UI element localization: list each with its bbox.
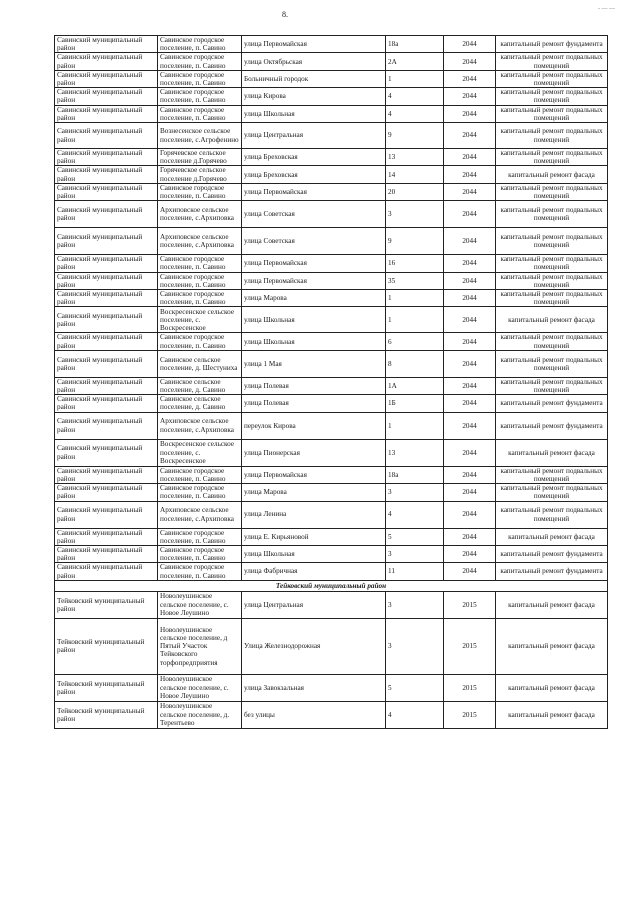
section-title: Тейковский муниципальный район [55, 580, 608, 591]
street-cell: улица Первомайская [242, 272, 386, 289]
settlement-cell: Савинское городское поселение, п. Савино [158, 545, 242, 562]
work-type-cell: капитальный ремонт подвальных помещений [496, 201, 608, 228]
settlement-cell: Савинское сельское поселение, д. Савино [158, 395, 242, 412]
work-type-cell: капитальный ремонт фасада [496, 528, 608, 545]
district-cell: Савинский муниципальный район [55, 501, 158, 528]
district-cell: Савинский муниципальный район [55, 228, 158, 255]
house-number-cell: 16 [386, 255, 444, 272]
work-type-cell: капитальный ремонт подвальных помещений [496, 255, 608, 272]
year-cell: 2044 [444, 166, 496, 183]
street-cell: улица Пионерская [242, 439, 386, 466]
settlement-cell: Горячевское сельское поселение д.Горячево [158, 149, 242, 166]
year-cell: 2044 [444, 228, 496, 255]
house-number-cell: 3 [386, 484, 444, 501]
house-number-cell: 9 [386, 228, 444, 255]
savinsky-row [55, 255, 608, 272]
street-cell: улица Центральная [242, 591, 386, 618]
district-cell: Савинский муниципальный район [55, 53, 158, 70]
street-cell: улица Марова [242, 484, 386, 501]
district-cell: Савинский муниципальный район [55, 466, 158, 483]
street-cell: улица Марова [242, 290, 386, 307]
street-cell: улица Школьная [242, 545, 386, 562]
settlement-cell: Савинское городское поселение, п. Савино [158, 36, 242, 53]
street-cell: улица Октябрьская [242, 53, 386, 70]
work-type-cell: капитальный ремонт подвальных помещений [496, 290, 608, 307]
work-type-cell: капитальный ремонт подвальных помещений [496, 377, 608, 394]
savinsky-row [55, 272, 608, 289]
street-cell: улица Центральная [242, 123, 386, 149]
savinsky-row [55, 484, 608, 501]
settlement-cell: Савинское городское поселение, п. Савино [158, 70, 242, 87]
settlement-cell: Новолеушинское сельское поселение, с. Новое Леушино [158, 674, 242, 701]
work-type-cell: капитальный ремонт фасада [496, 674, 608, 701]
year-cell: 2044 [444, 201, 496, 228]
district-cell: Савинский муниципальный район [55, 183, 158, 200]
street-cell: улица 1 Мая [242, 350, 386, 377]
street-cell: улица Школьная [242, 333, 386, 350]
street-cell: улица Фабричная [242, 563, 386, 580]
year-cell: 2044 [444, 183, 496, 200]
house-number-cell: 3 [386, 618, 444, 674]
district-cell: Савинский муниципальный район [55, 333, 158, 350]
street-cell: улица Школьная [242, 105, 386, 122]
house-number-cell: 1 [386, 412, 444, 439]
house-number-cell: 20 [386, 183, 444, 200]
district-cell: Савинский муниципальный район [55, 70, 158, 87]
house-number-cell: 18а [386, 466, 444, 483]
street-cell: без улицы [242, 701, 386, 728]
teykovsky-row [55, 701, 608, 728]
year-cell: 2044 [444, 70, 496, 87]
settlement-cell: Новолеушинское сельское поселение, с. Новое Леушино [158, 591, 242, 618]
work-type-cell: капитальный ремонт подвальных помещений [496, 228, 608, 255]
work-type-cell: капитальный ремонт подвальных помещений [496, 123, 608, 149]
savinsky-row [55, 201, 608, 228]
year-cell: 2044 [444, 123, 496, 149]
work-type-cell: капитальный ремонт фасада [496, 439, 608, 466]
year-cell: 2044 [444, 88, 496, 105]
settlement-cell: Савинское сельское поселение, д. Шестуниха [158, 350, 242, 377]
year-cell: 2044 [444, 377, 496, 394]
year-cell: 2044 [444, 149, 496, 166]
district-cell: Савинский муниципальный район [55, 201, 158, 228]
work-type-cell: капитальный ремонт подвальных помещений [496, 484, 608, 501]
year-cell: 2044 [444, 439, 496, 466]
work-type-cell: капитальный ремонт фундамента [496, 412, 608, 439]
savinsky-row [55, 105, 608, 122]
house-number-cell: 1А [386, 377, 444, 394]
work-type-cell: капитальный ремонт подвальных помещений [496, 149, 608, 166]
year-cell: 2015 [444, 618, 496, 674]
page-number: 8. [282, 10, 288, 19]
year-cell: 2015 [444, 674, 496, 701]
house-number-cell: 2А [386, 53, 444, 70]
work-type-cell: капитальный ремонт подвальных помещений [496, 183, 608, 200]
savinsky-row [55, 88, 608, 105]
house-number-cell: 35 [386, 272, 444, 289]
work-type-cell: капитальный ремонт подвальных помещений [496, 105, 608, 122]
house-number-cell: 4 [386, 88, 444, 105]
section-header-row [55, 580, 608, 591]
work-type-cell: капитальный ремонт подвальных помещений [496, 466, 608, 483]
house-number-cell: 3 [386, 591, 444, 618]
district-cell: Савинский муниципальный район [55, 290, 158, 307]
house-number-cell: 3 [386, 201, 444, 228]
settlement-cell: Савинское городское поселение, п. Савино [158, 105, 242, 122]
year-cell: 2044 [444, 466, 496, 483]
corner-mark: - — — [598, 6, 615, 12]
district-cell: Савинский муниципальный район [55, 123, 158, 149]
savinsky-row [55, 290, 608, 307]
savinsky-row [55, 183, 608, 200]
work-type-cell: капитальный ремонт фундамента [496, 563, 608, 580]
work-type-cell: капитальный ремонт фасада [496, 591, 608, 618]
district-cell: Савинский муниципальный район [55, 36, 158, 53]
street-cell: переулок Кирова [242, 412, 386, 439]
settlement-cell: Архиповское сельское поселение, с.Архиповка [158, 228, 242, 255]
year-cell: 2044 [444, 272, 496, 289]
house-number-cell: 5 [386, 674, 444, 701]
teykovsky-row [55, 618, 608, 674]
settlement-cell: Савинское сельское поселение, д. Савино [158, 377, 242, 394]
house-number-cell: 11 [386, 563, 444, 580]
year-cell: 2044 [444, 412, 496, 439]
district-cell: Тейковский муниципальный район [55, 701, 158, 728]
settlement-cell: Воскресенское сельское поселение, с. Воскресенское [158, 439, 242, 466]
savinsky-row [55, 563, 608, 580]
district-cell: Савинский муниципальный район [55, 545, 158, 562]
settlement-cell: Савинское городское поселение, п. Савино [158, 88, 242, 105]
savinsky-row [55, 528, 608, 545]
district-cell: Тейковский муниципальный район [55, 591, 158, 618]
work-type-cell: капитальный ремонт фасада [496, 701, 608, 728]
settlement-cell: Савинское городское поселение, п. Савино [158, 333, 242, 350]
district-cell: Савинский муниципальный район [55, 350, 158, 377]
savinsky-row [55, 333, 608, 350]
street-cell: улица Бреховская [242, 149, 386, 166]
teykovsky-row [55, 591, 608, 618]
district-cell: Савинский муниципальный район [55, 528, 158, 545]
settlement-cell: Савинское городское поселение, п. Савино [158, 563, 242, 580]
house-number-cell: 1Б [386, 395, 444, 412]
street-cell: улица Ленина [242, 501, 386, 528]
savinsky-row [55, 36, 608, 53]
repair-register-table [54, 35, 608, 729]
year-cell: 2044 [444, 105, 496, 122]
year-cell: 2044 [444, 501, 496, 528]
street-cell: улица Первомайская [242, 255, 386, 272]
district-cell: Савинский муниципальный район [55, 166, 158, 183]
savinsky-row [55, 466, 608, 483]
year-cell: 2044 [444, 333, 496, 350]
savinsky-row [55, 149, 608, 166]
street-cell: улица Советская [242, 201, 386, 228]
street-cell: улица Советская [242, 228, 386, 255]
year-cell: 2044 [444, 307, 496, 333]
settlement-cell: Воскресенское сельское поселение, с. Воскресенское [158, 307, 242, 333]
house-number-cell: 8 [386, 350, 444, 377]
work-type-cell: капитальный ремонт фундамента [496, 36, 608, 53]
year-cell: 2044 [444, 545, 496, 562]
savinsky-row [55, 412, 608, 439]
house-number-cell: 13 [386, 439, 444, 466]
savinsky-row [55, 350, 608, 377]
work-type-cell: капитальный ремонт подвальных помещений [496, 333, 608, 350]
settlement-cell: Савинское городское поселение, п. Савино [158, 53, 242, 70]
year-cell: 2015 [444, 701, 496, 728]
savinsky-row [55, 228, 608, 255]
work-type-cell: капитальный ремонт фундамента [496, 545, 608, 562]
work-type-cell: капитальный ремонт подвальных помещений [496, 501, 608, 528]
settlement-cell: Архиповское сельское поселение, с.Архиповка [158, 201, 242, 228]
savinsky-row [55, 501, 608, 528]
district-cell: Савинский муниципальный район [55, 307, 158, 333]
house-number-cell: 1 [386, 307, 444, 333]
house-number-cell: 18а [386, 36, 444, 53]
settlement-cell: Горячевское сельское поселение д.Горячево [158, 166, 242, 183]
work-type-cell: капитальный ремонт подвальных помещений [496, 53, 608, 70]
settlement-cell: Савинское городское поселение, п. Савино [158, 290, 242, 307]
house-number-cell: 9 [386, 123, 444, 149]
settlement-cell: Савинское городское поселение, п. Савино [158, 255, 242, 272]
street-cell: улица Школьная [242, 307, 386, 333]
savinsky-row [55, 545, 608, 562]
year-cell: 2044 [444, 395, 496, 412]
district-cell: Тейковский муниципальный район [55, 618, 158, 674]
savinsky-row [55, 377, 608, 394]
district-cell: Савинский муниципальный район [55, 412, 158, 439]
district-cell: Савинский муниципальный район [55, 377, 158, 394]
savinsky-row [55, 166, 608, 183]
settlement-cell: Архиповское сельское поселение, с.Архиповка [158, 501, 242, 528]
settlement-cell: Архиповское сельское поселение, с.Архиповка [158, 412, 242, 439]
year-cell: 2044 [444, 290, 496, 307]
year-cell: 2044 [444, 563, 496, 580]
district-cell: Савинский муниципальный район [55, 563, 158, 580]
savinsky-row [55, 123, 608, 149]
street-cell: улица Первомайская [242, 36, 386, 53]
work-type-cell: капитальный ремонт подвальных помещений [496, 70, 608, 87]
savinsky-row [55, 395, 608, 412]
house-number-cell: 1 [386, 290, 444, 307]
settlement-cell: Савинское городское поселение, п. Савино [158, 466, 242, 483]
year-cell: 2044 [444, 484, 496, 501]
district-cell: Савинский муниципальный район [55, 395, 158, 412]
house-number-cell: 13 [386, 149, 444, 166]
year-cell: 2015 [444, 591, 496, 618]
district-cell: Савинский муниципальный район [55, 272, 158, 289]
house-number-cell: 5 [386, 528, 444, 545]
district-cell: Савинский муниципальный район [55, 105, 158, 122]
district-cell: Савинский муниципальный район [55, 484, 158, 501]
district-cell: Савинский муниципальный район [55, 149, 158, 166]
savinsky-row [55, 53, 608, 70]
street-cell: улица Первомайская [242, 466, 386, 483]
work-type-cell: капитальный ремонт подвальных помещений [496, 88, 608, 105]
settlement-cell: Новолеушинское сельское поселение, д Пятый Участок Тейковского торфопредприятия [158, 618, 242, 674]
street-cell: улица Бреховская [242, 166, 386, 183]
work-type-cell: капитальный ремонт фасада [496, 307, 608, 333]
district-cell: Савинский муниципальный район [55, 439, 158, 466]
settlement-cell: Новолеушинское сельское поселение, д. Терентьево [158, 701, 242, 728]
house-number-cell: 4 [386, 501, 444, 528]
work-type-cell: капитальный ремонт фундамента [496, 395, 608, 412]
street-cell: улица Полевая [242, 395, 386, 412]
house-number-cell: 4 [386, 105, 444, 122]
settlement-cell: Савинское городское поселение, п. Савино [158, 484, 242, 501]
year-cell: 2044 [444, 528, 496, 545]
savinsky-row [55, 70, 608, 87]
house-number-cell: 6 [386, 333, 444, 350]
district-cell: Тейковский муниципальный район [55, 674, 158, 701]
settlement-cell: Вознесенское сельское поселение, с.Агрофенино [158, 123, 242, 149]
house-number-cell: 14 [386, 166, 444, 183]
street-cell: Улица Железнодорожная [242, 618, 386, 674]
settlement-cell: Савинское городское поселение, п. Савино [158, 183, 242, 200]
street-cell: улица Кирова [242, 88, 386, 105]
teykovsky-row [55, 674, 608, 701]
house-number-cell: 4 [386, 701, 444, 728]
year-cell: 2044 [444, 255, 496, 272]
street-cell: улица Первомайская [242, 183, 386, 200]
district-cell: Савинский муниципальный район [55, 88, 158, 105]
house-number-cell: 3 [386, 545, 444, 562]
street-cell: улица Завокзальная [242, 674, 386, 701]
street-cell: улица Е. Кирьяновой [242, 528, 386, 545]
work-type-cell: капитальный ремонт подвальных помещений [496, 350, 608, 377]
year-cell: 2044 [444, 36, 496, 53]
settlement-cell: Савинское городское поселение, п. Савино [158, 272, 242, 289]
house-number-cell: 1 [386, 70, 444, 87]
year-cell: 2044 [444, 350, 496, 377]
savinsky-row [55, 439, 608, 466]
street-cell: улица Полевая [242, 377, 386, 394]
savinsky-row [55, 307, 608, 333]
work-type-cell: капитальный ремонт фасада [496, 166, 608, 183]
district-cell: Савинский муниципальный район [55, 255, 158, 272]
work-type-cell: капитальный ремонт подвальных помещений [496, 272, 608, 289]
street-cell: Больничный городок [242, 70, 386, 87]
year-cell: 2044 [444, 53, 496, 70]
settlement-cell: Савинское городское поселение, п. Савино [158, 528, 242, 545]
work-type-cell: капитальный ремонт фасада [496, 618, 608, 674]
